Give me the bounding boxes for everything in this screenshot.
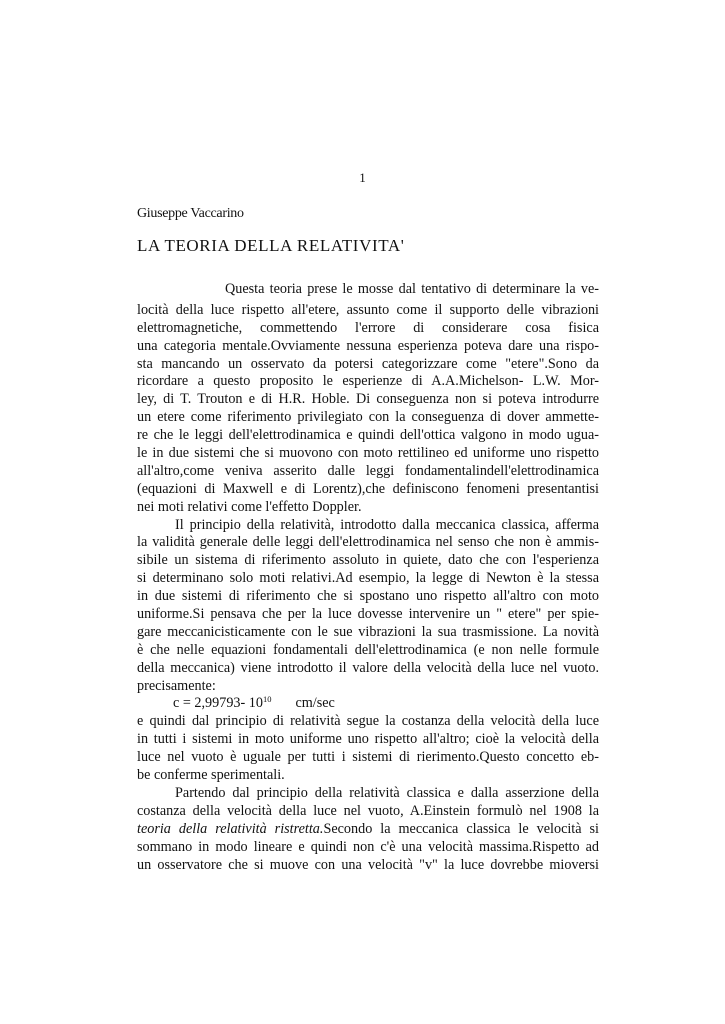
text-line: della meccanica) viene introdotto il valore della velocità della luce nel vuoto. — [137, 659, 599, 676]
text-line: all'altro,come veniva asserito dalle leggi fondamentalindell'elettrodinamica — [137, 462, 599, 479]
text-line: si determinano solo moti relativi.Ad esempio, la legge di Newton è la stessa — [137, 570, 599, 587]
text-line: un etere come riferimento privilegiato con la conseguenza di dover ammette- — [137, 409, 599, 426]
equation-exponent: 10 — [262, 695, 272, 705]
text-line: sta mancando un osservato da potersi categorizzare come "etere".Sono da — [137, 355, 599, 372]
text-line: sibile un sistema di riferimento assoluto in quiete, dato che con l'esperienza — [137, 552, 599, 569]
text-line: sommano in modo lineare e quindi non c'è una velocità massima.Rispetto ad — [137, 838, 599, 855]
document-title: LA TEORIA DELLA RELATIVITA' — [137, 236, 405, 255]
text-line: Il principio della relatività, introdotto dalla meccanica classica, afferma — [175, 516, 599, 533]
text-line: ricordare a questo proposito le esperienze di A.A.Michelson- L.W. Mor- — [137, 373, 599, 390]
text-line: locità della luce rispetto all'etere, assunto come il supporto delle vibrazioni — [137, 301, 599, 318]
equation-unit: cm/sec — [295, 695, 335, 712]
text-line: in due sistemi di riferimento che si spostano uno rispetto all'altro con moto — [137, 588, 599, 605]
text-line: uniforme.Si pensava che per la luce dovesse intervenire un " etere" per spie- — [137, 606, 599, 623]
author-name: Giuseppe Vaccarino — [137, 206, 244, 221]
text-line: re che le leggi dell'elettrodinamica e quindi dell'ottica valgono in modo ugua- — [137, 427, 599, 444]
text-line: le in due sistemi che si muovono con moto rettilineo ed uniforme uno rispetto — [137, 445, 599, 462]
text-line: be conferme sperimentali. — [137, 767, 285, 784]
text-line-italic-phrase — [137, 821, 599, 839]
text-line: Partendo dal principio della relatività classica e dalla asserzione della — [175, 784, 599, 801]
text-line: costanza della velocità della luce nel vuoto, A.Einstein formulò nel 1908 la — [137, 802, 599, 819]
page-number: 1 — [359, 170, 366, 185]
text-line: elettromagnetiche, commettendo l'errore di considerare cosa fisica — [137, 319, 599, 336]
text-line: nei moti relativi come l'effetto Doppler. — [137, 498, 362, 515]
text-line: precisamente: — [137, 677, 216, 694]
text-line: la validità generale delle leggi dell'elettrodinamica nel senso che non è ammis- — [137, 534, 599, 551]
text-line: ley, di T. Trouton e di H.R. Hoble. Di conseguenza non si poteva introdurre — [137, 391, 599, 408]
text-line: (equazioni di Maxwell e di Lorentz),che definiscono fenomeni presentantisi — [137, 480, 599, 497]
text-line: gare meccanicisticamente con le sue vibrazioni la sua trasmissione. La novità — [137, 623, 599, 640]
equation-line — [137, 695, 599, 713]
text-line: e quindi dal principio di relatività segue la costanza della velocità della luce — [137, 713, 599, 730]
text-line: in tutti i sistemi in moto uniforme uno rispetto all'altro; cioè la velocità della — [137, 731, 599, 748]
text-line: una categoria mentale.Ovviamente nessuna esperienza poteva dare una rispo- — [137, 337, 599, 354]
text-line: Questa teoria prese le mosse dal tentativo di determinare la ve- — [225, 281, 599, 297]
line-rest: Secondo la meccanica classica le velocità si — [323, 820, 599, 837]
text-line: luce nel vuoto è uguale per tutti i sistemi di rierimento.Questo concetto eb- — [137, 749, 599, 766]
text-line: un osservatore che si muove con una velocità "v" la luce dovrebbe mioversi — [137, 856, 599, 873]
italic-phrase: teoria della relatività ristretta. — [137, 820, 324, 837]
equation-lhs: c = 2,99793- 10 — [173, 695, 263, 712]
body-text — [137, 281, 599, 874]
text-line: è che nelle equazioni fondamentali dell'elettrodinamica (e non nelle formule — [137, 641, 599, 658]
